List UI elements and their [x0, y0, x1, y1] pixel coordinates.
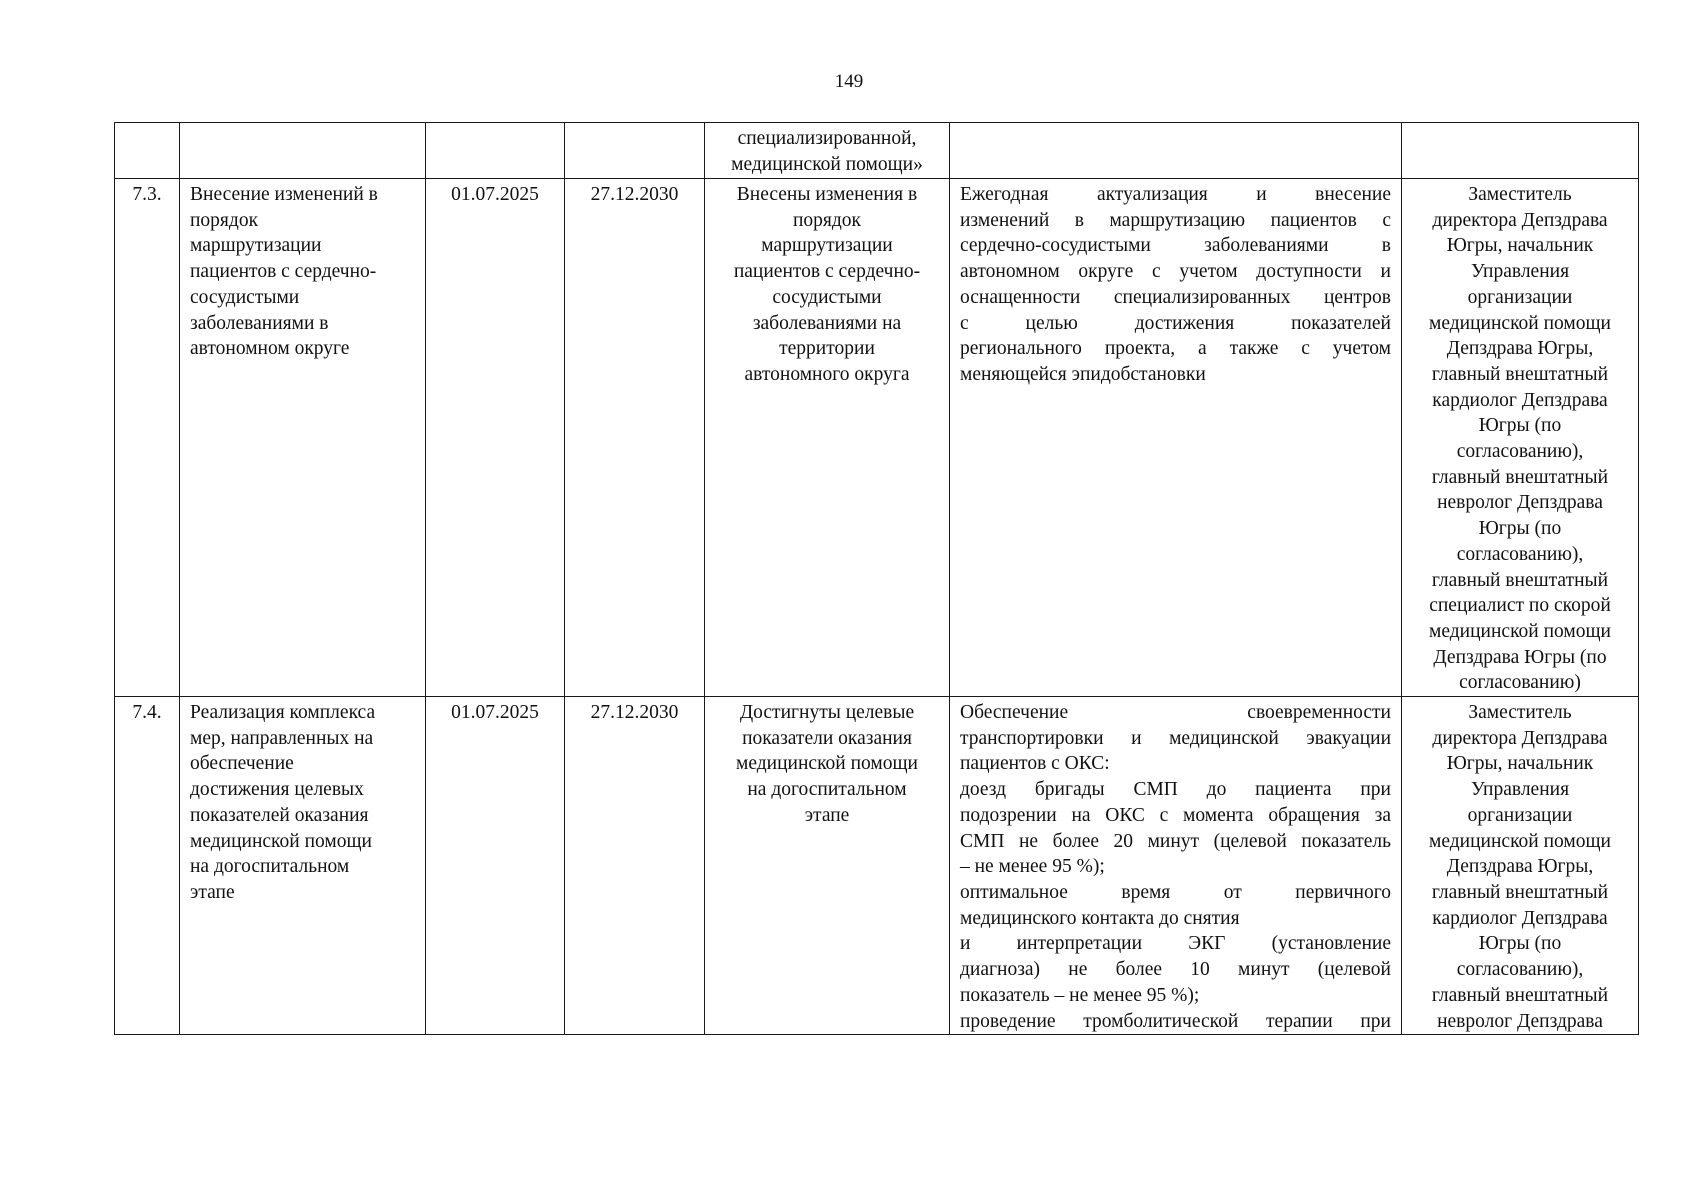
text-line: Достигнуты целевые	[739, 702, 915, 724]
text-line: главный внештатный	[1431, 881, 1609, 903]
cell-num: 7.3.	[115, 179, 180, 697]
text-line: порядок	[190, 209, 259, 231]
text-line: сердечно-сосудистыми заболеваниями в	[960, 235, 1391, 257]
text-line: кардиолог Депздрава	[1432, 907, 1608, 929]
text-line: Югры (по	[1478, 933, 1562, 955]
text-line: медицинской помощи	[190, 830, 372, 852]
text-line: автономном округе	[190, 338, 350, 360]
text-line: медицинской помощи	[1429, 830, 1611, 852]
cell-name	[180, 123, 426, 179]
text-line: автономном округе с учетом доступности и	[960, 261, 1391, 283]
text-line: Управления	[1470, 779, 1570, 801]
text-line: медицинской помощи	[1429, 620, 1611, 642]
text-line: регионального проекта, а также с учетом	[960, 338, 1391, 360]
text-line: проведение тромболитической терапии при	[960, 1010, 1391, 1032]
text-line: маршрутизации	[190, 235, 322, 257]
text-line: невролог Депздрава	[1437, 1010, 1603, 1032]
text-line: Ежегодная актуализация и внесение	[960, 184, 1391, 205]
cell-characteristic	[950, 179, 1402, 697]
cell-end	[565, 123, 705, 179]
text-line: Депздрава Югры,	[1446, 856, 1594, 878]
text-line: главный внештатный	[1431, 363, 1609, 385]
text-line: директора Депздрава	[1432, 209, 1608, 231]
text-line: меняющейся эпидобстановки	[960, 363, 1206, 385]
text-line: показателей оказания	[190, 804, 369, 826]
text-line: Внесены изменения в	[736, 184, 918, 205]
table-row-continuation	[115, 123, 1639, 179]
text-line: медицинской помощи	[736, 753, 918, 775]
text-line: кардиолог Депздрава	[1432, 389, 1608, 411]
text-line: заболеваниями в	[190, 312, 329, 334]
text-line: организации	[1467, 286, 1573, 308]
table-row-7-4	[115, 697, 1639, 1035]
text-line: подозрении на ОКС с момента обращения за	[960, 804, 1391, 826]
cell-end-date: 27.12.2030	[565, 179, 705, 697]
text-line: автономного округа	[744, 363, 910, 385]
cell-num: 7.4.	[115, 697, 180, 1035]
cell-responsible	[1402, 123, 1639, 179]
cell-start-date: 01.07.2025	[426, 179, 565, 697]
text-line: Обеспечение своевременности	[960, 702, 1391, 724]
text-line: Югры, начальник	[1446, 235, 1594, 257]
cell-name	[180, 179, 426, 697]
text-line: Югры (по	[1478, 518, 1562, 540]
text-line: порядок	[792, 209, 862, 231]
text-line: Югры, начальник	[1446, 753, 1594, 775]
cell-result	[705, 697, 950, 1035]
text-line: маршрутизации	[761, 235, 893, 257]
text-line: пациентов с ОКС:	[960, 753, 1110, 775]
text-line: сосудистыми	[190, 286, 300, 308]
text-line: Заместитель	[1468, 184, 1572, 205]
text-line: пациентов с сердечно-	[733, 261, 921, 283]
text-line: директора Депздрава	[1432, 727, 1608, 749]
cell-num	[115, 123, 180, 179]
text-line: достижения целевых	[190, 779, 364, 801]
cell-name	[180, 697, 426, 1035]
text-line: главный внештатный	[1431, 984, 1609, 1006]
cell-end-date: 27.12.2030	[565, 697, 705, 1035]
text-line: главный внештатный	[1431, 569, 1609, 591]
cell-result	[705, 179, 950, 697]
text-line: согласованию)	[1459, 672, 1581, 694]
page-number: 149	[834, 71, 864, 92]
text-line: показатель – не менее 95 %);	[960, 984, 1200, 1006]
text-line: главный внештатный	[1431, 466, 1609, 488]
cell-result	[705, 123, 950, 179]
text-line: мер, направленных на	[190, 727, 374, 749]
text-line: Заместитель	[1468, 702, 1572, 724]
text-line: согласованию),	[1456, 543, 1584, 565]
text-line: обеспечение	[190, 753, 294, 775]
text-line: невролог Депздрава	[1437, 492, 1603, 514]
text-line: пациентов с сердечно-	[190, 261, 377, 283]
text-line: с целью достижения показателей	[960, 312, 1391, 334]
text-line: этапе	[190, 881, 235, 903]
text-line: оснащенности специализированных центров	[960, 286, 1391, 308]
text-line: территории	[779, 338, 875, 360]
cell-responsible	[1402, 697, 1639, 1035]
cell-start	[426, 123, 565, 179]
cell-characteristic	[950, 697, 1402, 1035]
text-line: медицинского контакта до снятия	[960, 907, 1240, 929]
text-line: Внесение изменений в	[190, 184, 378, 205]
text-line: специалист по скорой	[1429, 595, 1611, 617]
text-line: согласованию),	[1456, 441, 1584, 463]
cell-start-date: 01.07.2025	[426, 697, 565, 1035]
text-line: Депздрава Югры (по	[1433, 646, 1607, 668]
text-line: медицинской помощи	[1429, 312, 1611, 334]
text-line: – не менее 95 %);	[960, 856, 1105, 878]
text-line: специализированной,	[737, 128, 917, 149]
cell-characteristic	[950, 123, 1402, 179]
text-line: изменений в маршрутизацию пациентов с	[960, 209, 1391, 231]
measures-table	[114, 122, 1639, 1035]
text-line: доезд бригады СМП до пациента при	[960, 779, 1391, 801]
text-line: и интерпретации ЭКГ (установление	[960, 933, 1391, 955]
text-line: на догоспитальном	[747, 779, 907, 801]
text-line: Югры (по	[1478, 415, 1562, 437]
text-line: Депздрава Югры,	[1446, 338, 1594, 360]
text-line: оптимальное время от первичного	[960, 881, 1391, 903]
text-line: медицинской помощи»	[731, 153, 923, 175]
text-line: на догоспитальном	[190, 856, 350, 878]
text-line: СМП не более 20 минут (целевой показатель	[960, 830, 1391, 852]
text-line: показатели оказания	[742, 727, 912, 749]
text-line: заболеваниями на	[752, 312, 902, 334]
text-line: этапе	[804, 804, 850, 826]
text-line: диагноза) не более 10 минут (целевой	[960, 959, 1391, 981]
text-line: сосудистыми	[772, 286, 882, 308]
text-line: Управления	[1470, 261, 1570, 283]
text-line: согласованию),	[1456, 959, 1584, 981]
text-line: Реализация комплекса	[190, 702, 376, 724]
text-line: организации	[1467, 804, 1573, 826]
cell-responsible	[1402, 179, 1639, 697]
text-line: транспортировки и медицинской эвакуации	[960, 727, 1391, 749]
table-row-7-3	[115, 179, 1639, 697]
